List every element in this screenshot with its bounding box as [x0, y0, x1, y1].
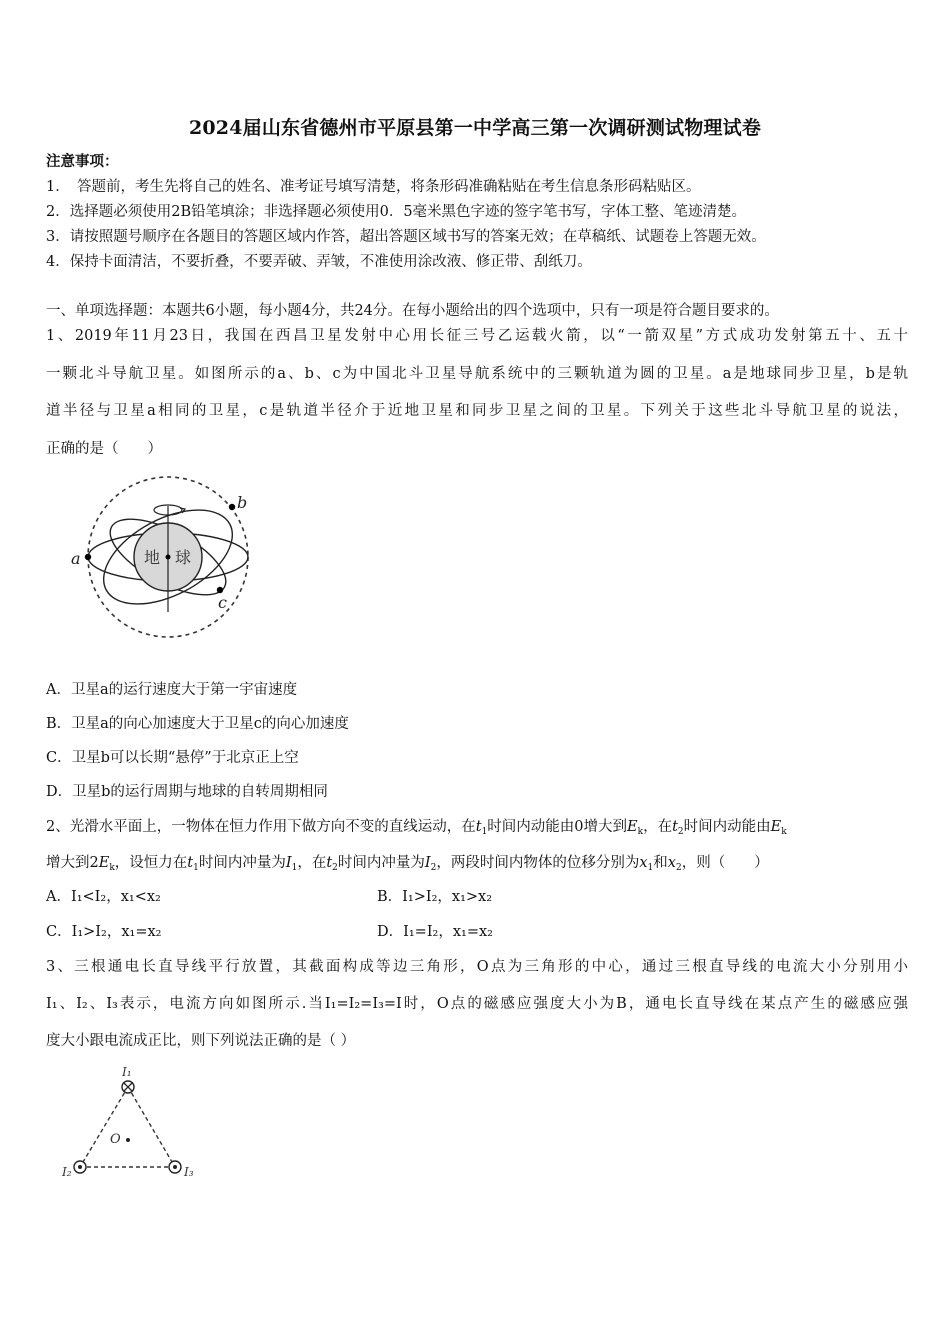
notice-heading: 注意事项： [46, 153, 119, 170]
page-title: 2024届山东省德州市平原县第一中学高三第一次调研测试物理试卷 [188, 117, 762, 139]
label-I2: I₂ [62, 1165, 72, 1179]
q1-line-3: 道半径与卫星a相同的卫星，c是轨道半径介于近地卫星和同步卫星之间的卫星。下列关于这些北斗导航卫星的说法， [46, 403, 908, 419]
notice-item-3: 3．请按照题号顺序在各题目的答题区域内作答，超出答题区域书写的答案无效；在草稿纸、试题卷上答题无效。 [46, 229, 766, 245]
q2-option-c: C．I₁>I₂，x₁=x₂ [46, 924, 162, 940]
q1-option-c: C．卫星b可以长期“悬停”于北京正上空 [46, 750, 299, 766]
current-triangle-figure [58, 1062, 208, 1190]
q2-line-2: 增大到$2E_k$，设恒力在$t_1$时间内冲量为$I_1$，在$t_2$时间内冲量为$I_2$，两段时间内物体的位移分别为$x_1$和$x_2$，则（ ） [46, 855, 769, 873]
label-I1: I₁ [122, 1065, 132, 1079]
q3-line-3: 度大小跟电流成正比，则下列说法正确的是（ ） [46, 1033, 356, 1049]
q1-line-1: 1、2019年11月23日，我国在西昌卫星发射中心用长征三号乙运载火箭，以“一箭双星”方式成功发射第五十、五十 [46, 328, 908, 344]
earth-label-left: 地 [144, 548, 161, 567]
satellite-c-label: c [218, 593, 227, 612]
satellite-b-label: b [237, 493, 248, 512]
notice-item-1: 1． 答题前，考生先将自己的姓名、准考证号填写清楚，将条形码准确粘贴在考生信息条形码粘贴区。 [46, 179, 701, 195]
section-heading: 一、单项选择题：本题共6小题，每小题4分，共24分。在每小题给出的四个选项中，只有一项是符合题目要求的。 [46, 303, 779, 319]
q3-line-2: I₁、I₂、I₃表示，电流方向如图所示.当I₁=I₂=I₃=I时，O点的磁感应强度大小为B，通电长直导线在某点产生的磁感应强 [46, 996, 908, 1012]
q1-line-2: 一颗北斗导航卫星。如图所示的a、b、c为中国北斗卫星导航系统中的三颗轨道为圆的卫星。a是地球同步卫星，b是轨 [46, 366, 908, 382]
q1-option-d: D．卫星b的运行周期与地球的自转周期相同 [46, 784, 328, 800]
q1-option-a: A．卫星a的运行速度大于第一宇宙速度 [46, 682, 298, 698]
satellite-a-label: a [71, 549, 81, 568]
q3-line-1: 3、三根通电长直导线平行放置，其截面构成等边三角形，O点为三角形的中心，通过三根直导线的电流大小分别用小 [46, 959, 908, 975]
earth-label-right: 球 [175, 548, 192, 567]
q1-option-b: B．卫星a的向心加速度大于卫星c的向心加速度 [46, 716, 349, 732]
label-O: O [110, 1132, 121, 1147]
notice-item-2: 2．选择题必须使用2B铅笔填涂；非选择题必须使用0．5毫米黑色字迹的签字笔书写，字体工整、笔迹清楚。 [46, 204, 747, 220]
label-I3: I₃ [184, 1165, 194, 1179]
q2-line-1: 2、光滑水平面上，一物体在恒力作用下做方向不变的直线运动，在$t_1$时间内动能由0增大到$E_k$，在$t_2$时间内动能由$E_k$ [46, 819, 787, 837]
q2-option-d: D．I₁=I₂，x₁=x₂ [377, 924, 493, 940]
satellite-orbit-figure [62, 470, 272, 650]
q1-line-4: 正确的是（ ） [46, 441, 162, 457]
notice-item-4: 4．保持卡面清洁，不要折叠，不要弄破、弄皱，不准使用涂改液、修正带、刮纸刀。 [46, 254, 592, 270]
q2-option-b: B．I₁>I₂，x₁>x₂ [377, 889, 493, 905]
q2-option-a: A．I₁<I₂，x₁<x₂ [46, 889, 161, 905]
